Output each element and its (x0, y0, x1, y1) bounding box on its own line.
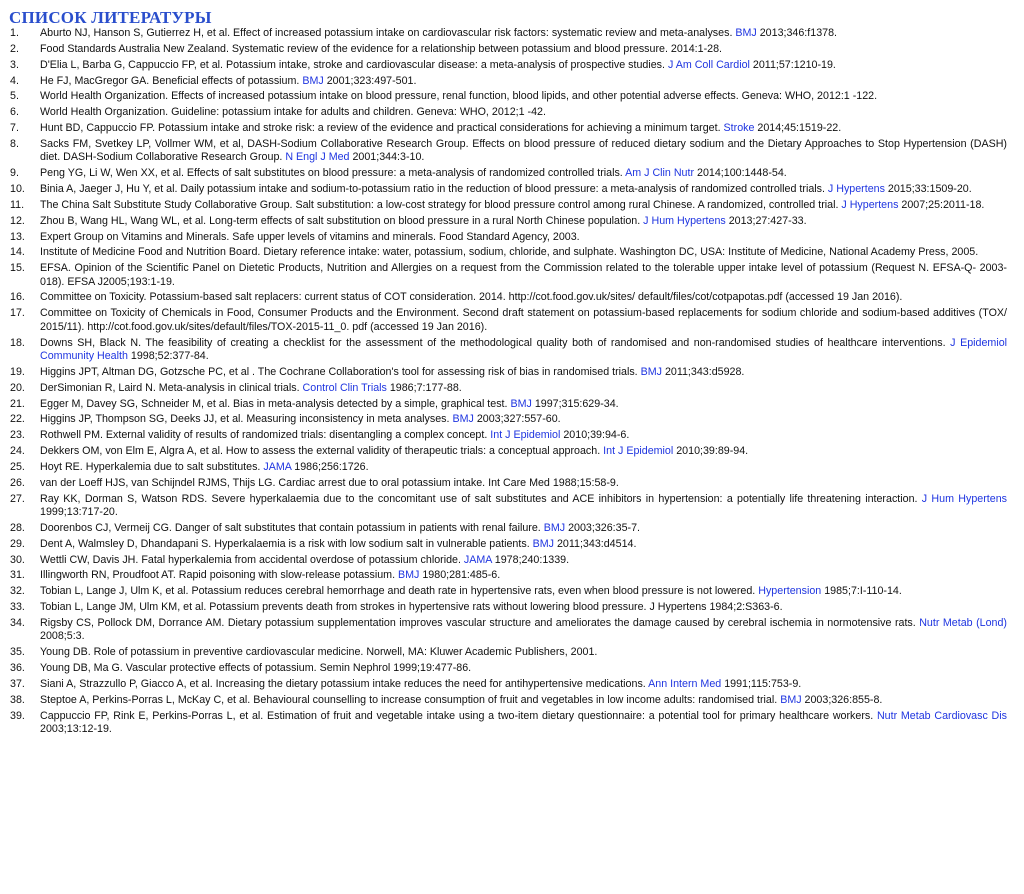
reference-item (0, 413, 1024, 426)
reference-text: Higgins JPT, Altman DG, Gotzsche PC, et al . The Cochrane Collaboration's tool for assessing risk of bias in randomised trials. (40, 365, 641, 378)
reference-item (0, 231, 1024, 244)
reference-item (0, 678, 1024, 691)
reference-text: Wettli CW, Davis JH. Fatal hyperkalemia from accidental overdose of potassium chloride. (40, 553, 464, 566)
reference-text: 2011;343:d5928. (661, 365, 745, 378)
reference-number: 38. (10, 693, 25, 706)
reference-text: 1986;256:1726. (291, 460, 369, 473)
reference-text: Committee on Toxicity of Chemicals in Food, Consumer Products and the Environment. Second draft statement on potassium-based replacements for sodium chloride and sodium-based additives (TOX/ 2015/11). http://cot.food.gov.uk/sites/default/files/TOX-2015-11_0. pdf (accessed 19 Jan 2016). (40, 307, 1007, 333)
reference-text: Higgins JP, Thompson SG, Deeks JJ, et al. Measuring inconsistency in meta analyses. (40, 413, 453, 426)
reference-item (0, 75, 1024, 88)
reference-text: 1998;52:377-84. (127, 349, 209, 362)
reference-item (0, 167, 1024, 180)
reference-number: 23. (10, 429, 25, 442)
journal-link[interactable]: Ann Intern Med (648, 677, 722, 690)
reference-item (0, 538, 1024, 551)
reference-text: 2011;343:d4514. (554, 537, 637, 550)
journal-link[interactable]: Int J Epidemiol (490, 429, 561, 442)
journal-link[interactable]: Nutr Metab (Lond) (919, 616, 1007, 629)
reference-text: The China Salt Substitute Study Collaborative Group. Salt substitution: a low-cost strategy for blood pressure control among rural Chinese. A randomized, controlled trial. (40, 198, 842, 211)
reference-item (0, 477, 1024, 490)
reference-number: 5. (10, 90, 19, 103)
journal-link[interactable]: J Hum Hypertens (921, 492, 1007, 505)
reference-number: 3. (10, 58, 19, 71)
reference-text: Food Standards Australia New Zealand. Systematic review of the evidence for a relationship between potassium and blood pressure. 2014:1-28. (40, 42, 723, 55)
reference-number: 19. (10, 365, 25, 378)
reference-item (0, 246, 1024, 259)
reference-number: 15. (10, 262, 25, 275)
journal-link[interactable]: BMJ (302, 74, 324, 87)
reference-item (0, 493, 1024, 520)
reference-text: 1978;240:1339. (491, 553, 570, 566)
reference-number: 32. (10, 585, 25, 598)
reference-text: Binia A, Jaeger J, Hu Y, et al. Daily potassium intake and sodium-to-potassium ratio in the reduction of blood pressure: a meta-analysis of randomized controlled trials. (40, 183, 828, 195)
reference-number: 36. (10, 661, 25, 674)
reference-item (0, 398, 1024, 411)
reference-text: D'Elia L, Barba G, Cappuccio FP, et al. Potassium intake, stroke and cardiovascular disease: a meta-analysis of prospective studies. (40, 58, 668, 71)
reference-text: 2003;327:557-60. (473, 413, 561, 426)
reference-number: 9. (10, 167, 19, 180)
journal-link[interactable]: J Hypertens (827, 183, 885, 195)
reference-text: 2014;45:1519-22. (754, 122, 842, 135)
reference-number: 35. (10, 646, 25, 659)
reference-number: 2. (10, 42, 19, 55)
reference-item (0, 291, 1024, 304)
reference-number: 34. (10, 616, 25, 629)
reference-text: Doorenbos CJ, Vermeij CG. Danger of salt substitutes that contain potassium in patients with renal failure. (40, 521, 544, 534)
reference-text: 2003;13:12-19. (40, 722, 112, 735)
reference-text: Tobian L, Lange J, Ulm K, et al. Potassium reduces cerebral hemorrhage and death rate in hypertensive rats, even when blood pressure is not lowered. (40, 585, 759, 598)
reference-item (0, 43, 1024, 56)
page-title: СПИСОК ЛИТЕРАТУРЫ (9, 8, 212, 27)
reference-text: 2008;5:3. (40, 630, 85, 643)
journal-link[interactable]: BMJ (452, 413, 474, 426)
reference-item (0, 199, 1024, 212)
journal-link[interactable]: Stroke (723, 122, 755, 135)
journal-link[interactable]: BMJ (532, 537, 555, 550)
reference-number: 6. (10, 106, 19, 119)
reference-text: Expert Group on Vitamins and Minerals. Safe upper levels of vitamins and minerals. Food Standard Agency, 2003. (40, 230, 580, 243)
reference-text: 2013;27:427-33. (725, 214, 807, 227)
journal-link[interactable]: JAMA (263, 460, 292, 473)
journal-link[interactable]: BMJ (780, 693, 802, 706)
journal-link[interactable]: Am J Clin Nutr (625, 167, 695, 180)
journal-link[interactable]: J Am Coll Cardiol (667, 58, 750, 71)
reference-text: 2010;39:94-6. (560, 429, 630, 442)
reference-text: 2003;326:855-8. (801, 693, 883, 706)
reference-text: Dekkers OM, von Elm E, Algra A, et al. How to assess the external validity of therapeutic trials: a conceptual approach. (40, 445, 604, 458)
reference-text: 2015;33:1509-20. (884, 183, 972, 195)
reference-item (0, 183, 1024, 196)
reference-number: 24. (10, 445, 25, 458)
reference-number: 29. (10, 537, 25, 550)
reference-item (0, 366, 1024, 379)
reference-text: Aburto NJ, Hanson S, Gutierrez H, et al. Effect of increased potassium intake on cardiovascular risk factors: systematic review and meta-analyses. (40, 27, 736, 39)
reference-text: 1997;315:629-34. (531, 397, 619, 410)
reference-text: Tobian L, Lange JM, Ulm KM, et al. Potassium prevents death from strokes in hypertensive rats without lowering blood pressure. J Hypertens 1984;2:S363-6. (40, 601, 783, 614)
reference-number: 4. (10, 74, 19, 87)
reference-text: DerSimonian R, Laird N. Meta-analysis in clinical trials. (40, 381, 303, 394)
reference-text: He FJ, MacGregor GA. Beneficial effects of potassium. (40, 74, 303, 87)
reference-number: 25. (10, 460, 25, 473)
reference-text: Steptoe A, Perkins-Porras L, McKay C, et al. Behavioural counselling to increase consumption of fruit and vegetables in low income adults: randomised trial. (40, 693, 781, 706)
reference-item (0, 646, 1024, 659)
reference-text: Cappuccio FP, Rink E, Perkins-Porras L, et al. Estimation of fruit and vegetable intake using a two-item dietary questionnaire: a potential tool for primary healthcare workers. (40, 709, 877, 722)
reference-number: 28. (10, 521, 25, 534)
reference-text: 2001;344:3-10. (349, 151, 425, 164)
reference-text: 1980;281:485-6. (419, 569, 501, 582)
reference-item (0, 382, 1024, 395)
reference-text: Sacks FM, Svetkey LP, Vollmer WM, et al, DASH-Sodium Collaborative Research Group. Effects on blood pressure of reduced dietary sodium and the Dietary Approaches to Stop Hypertension (DASH) diet. DASH-Sodium Collaborative Research Group. (40, 137, 1007, 164)
reference-list (0, 27, 1024, 739)
journal-link[interactable]: BMJ (640, 365, 662, 378)
reference-item (0, 617, 1024, 644)
reference-text: Ray KK, Dorman S, Watson RDS. Severe hyperkalaemia due to the concomitant use of salt substitutes and ACE inhibitors in hypertension: a potentially life threatening interaction. (40, 492, 922, 505)
journal-link[interactable]: BMJ (398, 569, 420, 582)
reference-item (0, 307, 1024, 334)
journal-link[interactable]: Int J Epidemiol (603, 445, 674, 458)
reference-number: 30. (10, 553, 25, 566)
reference-text: 1999;13:717-20. (40, 505, 118, 518)
journal-link[interactable]: JAMA (463, 553, 492, 566)
reference-item (0, 601, 1024, 614)
reference-item (0, 429, 1024, 442)
reference-text: Rigsby CS, Pollock DM, Dorrance AM. Dietary potassium supplementation improves vascular structure and ameliorates the damage caused by cerebral ischemia in normotensive rats. (40, 616, 920, 629)
reference-text: 2007;25:2011-18. (898, 198, 985, 211)
journal-link[interactable]: J Hum Hypertens (643, 214, 726, 227)
journal-link[interactable]: J Hypertens (841, 198, 899, 211)
reference-text: Hoyt RE. Hyperkalemia due to salt substitutes. (40, 460, 264, 473)
journal-link[interactable]: BMJ (510, 397, 532, 410)
reference-number: 10. (10, 183, 25, 195)
reference-number: 7. (10, 122, 19, 135)
reference-text: van der Loeff HJS, van Schijndel RJMS, Thijs LG. Cardiac arrest due to oral potassium intake. Int Care Med 1988;15:58-9. (40, 476, 619, 489)
reference-item (0, 694, 1024, 707)
reference-text: World Health Organization. Guideline: potassium intake for adults and children. Geneva: WHO, 2012;1 -42. (40, 106, 546, 119)
reference-text: Institute of Medicine Food and Nutrition Board. Dietary reference intake: water, potassium, sodium, chloride, and sulphate. Washington DC, USA: Institute of Medicine, National Academy Press, 2005. (40, 246, 979, 259)
reference-item (0, 445, 1024, 458)
reference-text: Egger M, Davey SG, Schneider M, et al. Bias in meta-analysis detected by a simple, graphical test. (40, 397, 511, 410)
reference-number: 13. (10, 230, 25, 243)
reference-text: Downs SH, Black N. The feasibility of creating a checklist for the assessment of the methodological quality both of randomised and non-randomised studies of healthcare interventions. (40, 336, 951, 349)
reference-number: 8. (10, 137, 19, 150)
reference-text: 2001;323:497-501. (323, 74, 417, 87)
reference-text: Committee on Toxicity. Potassium-based salt replacers: current status of COT consideration. 2014. http://cot.food.gov.uk/sites/ default/files/cot/cotpapotas.pdf (accessed 19 Jan 2016). (40, 291, 903, 304)
reference-number: 21. (10, 397, 25, 410)
reference-text: EFSA. Opinion of the Scientific Panel on Dietetic Products, Nutrition and Allergies on a request from the Commission related to the tolerable upper intake level of potassium (Request N. EFSA-Q- 2003-018). EFSA J2005;193:1-19. (40, 262, 1007, 288)
reference-number: 17. (10, 307, 25, 320)
reference-item (0, 122, 1024, 135)
reference-text: 1985;7:I-110-14. (821, 585, 902, 598)
reference-text: Siani A, Strazzullo P, Giacco A, et al. Increasing the dietary potassium intake reduces the need for antihypertensive medications. (40, 677, 649, 690)
reference-item (0, 585, 1024, 598)
reference-item (0, 662, 1024, 675)
reference-item (0, 522, 1024, 535)
reference-item (0, 90, 1024, 103)
journal-link[interactable]: Hypertension (758, 585, 822, 598)
reference-item (0, 138, 1024, 165)
reference-item (0, 59, 1024, 72)
reference-text: Young DB. Role of potassium in preventive cardiovascular medicine. Norwell, MA: Kluwer Academic Publishers, 2001. (40, 646, 598, 659)
reference-text: Illingworth RN, Proudfoot AT. Rapid poisoning with slow-release potassium. (40, 569, 399, 582)
reference-number: 11. (10, 198, 25, 211)
reference-number: 20. (10, 381, 25, 394)
reference-number: 18. (10, 336, 25, 349)
journal-link[interactable]: BMJ (543, 521, 566, 534)
journal-link[interactable]: N Engl J Med (285, 151, 350, 164)
reference-item (0, 262, 1024, 289)
reference-number: 12. (10, 214, 25, 227)
reference-text: World Health Organization. Effects of increased potassium intake on blood pressure, renal function, blood lipids, and other potential adverse effects. Geneva: WHO, 2012:1 -122. (40, 90, 878, 103)
reference-number: 14. (10, 246, 25, 259)
reference-item (0, 106, 1024, 119)
reference-number: 31. (10, 569, 25, 582)
reference-number: 26. (10, 476, 25, 489)
reference-text: Zhou B, Wang HL, Wang WL, et al. Long-term effects of salt substitution on blood pressure in a rural North Chinese population. (40, 214, 644, 227)
reference-text: 2013;346:f1378. (756, 27, 837, 39)
reference-text: Young DB, Ma G. Vascular protective effects of potassium. Semin Nephrol 1999;19:477-86. (40, 661, 472, 674)
reference-number: 37. (10, 677, 25, 690)
journal-link[interactable]: Control Clin Trials (302, 381, 387, 394)
reference-text: 1986;7:177-88. (386, 381, 462, 394)
reference-item (0, 461, 1024, 474)
reference-text: Peng YG, Li W, Wen XX, et al. Effects of salt substitutes on blood pressure: a meta-analysis of randomized controlled trials. (40, 167, 626, 180)
reference-number: 33. (10, 601, 25, 614)
reference-item (0, 215, 1024, 228)
reference-item (0, 337, 1024, 364)
reference-text: 1991;115:753-9. (721, 677, 802, 690)
reference-text: Rothwell PM. External validity of results of randomized trials: disentangling a complex concept. (40, 429, 491, 442)
reference-number: 22. (10, 413, 25, 426)
reference-item (0, 554, 1024, 567)
reference-number: 1. (10, 27, 19, 39)
reference-number: 16. (10, 291, 25, 304)
reference-item (0, 27, 1024, 40)
reference-text: 2003;326:35-7. (565, 521, 641, 534)
reference-item (0, 710, 1024, 737)
reference-number: 39. (10, 709, 25, 722)
reference-text: 2010;39:89-94. (673, 445, 749, 458)
journal-link[interactable]: BMJ (735, 27, 757, 39)
reference-item (0, 569, 1024, 582)
journal-link[interactable]: J Epidemiol Community Health (40, 336, 1008, 362)
journal-link[interactable]: Nutr Metab Cardiovasc Dis (876, 709, 1007, 722)
reference-text: Dent A, Walmsley D, Dhandapani S. Hyperkalaemia is a risk with low sodium salt in vulnerable patients. (40, 537, 533, 550)
reference-text: 2014;100:1448-54. (694, 167, 787, 180)
reference-text: Hunt BD, Cappuccio FP. Potassium intake and stroke risk: a review of the evidence and practical considerations for achieving a minimum target. (40, 122, 724, 135)
reference-number: 27. (10, 492, 25, 505)
reference-text: 2011;57:1210-19. (749, 58, 836, 71)
